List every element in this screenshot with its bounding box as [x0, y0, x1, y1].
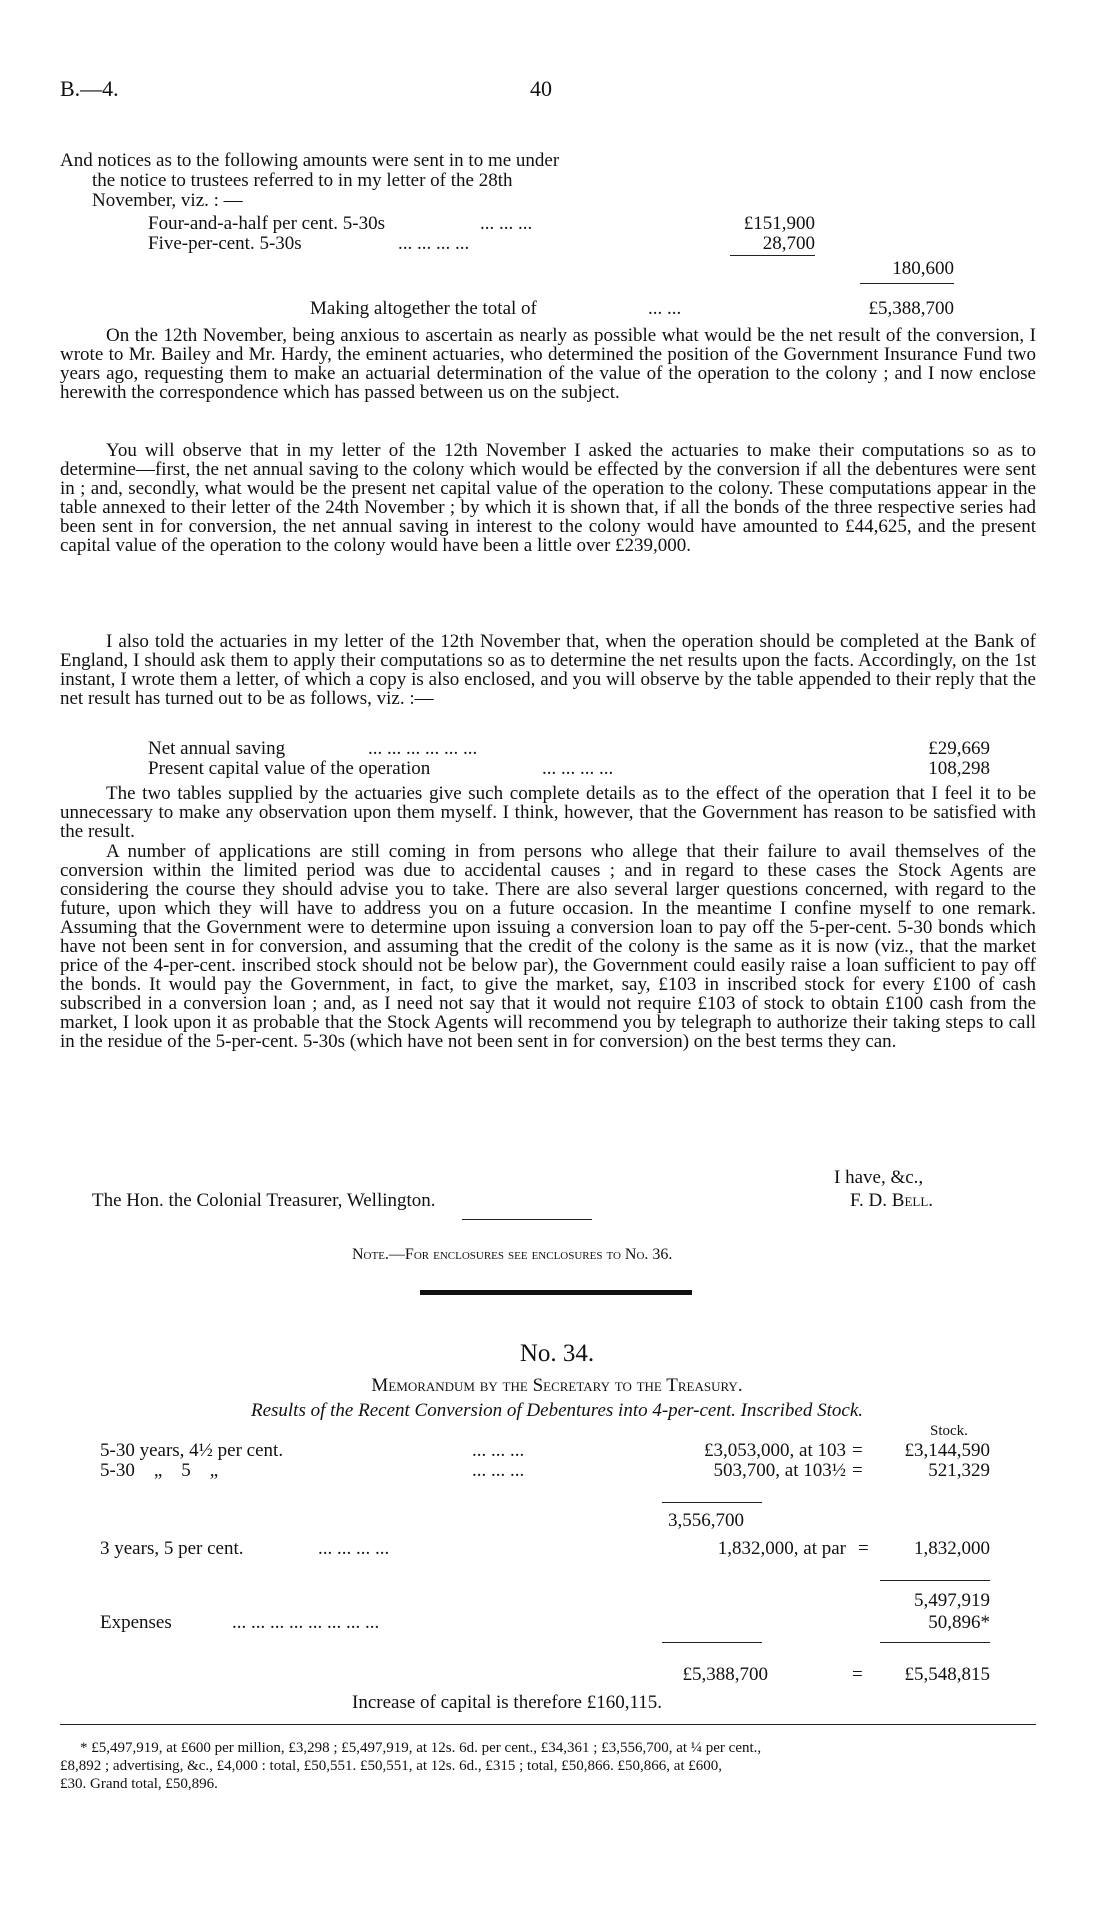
paragraph-actuaries-request: On the 12th November, being anxious to ascertain as nearly as possible what would be the net result of the conversion, I wrote to Mr. Bailey and Mr. Hardy, the eminent actuaries, who determined the position of the Government Insurance Fund two years ago, requesting them to make an actuarial determination of the value of the operation to the colony ; and I now enclose herewith the correspondence which has passed between us on the subject.	[60, 325, 1036, 403]
memo-row-stock: 521,329	[928, 1460, 990, 1481]
total-rule	[860, 283, 954, 284]
closing-addressee: The Hon. the Colonial Treasurer, Wellington.	[92, 1190, 436, 1211]
memo-row-equals: =	[852, 1664, 863, 1685]
memo-row-conversion: 503,700, at 103½	[713, 1460, 846, 1481]
memo-row-stock: £3,144,590	[904, 1440, 990, 1461]
notice-row-dots: ... ... ... ...	[398, 233, 470, 254]
notice-row-amount: £151,900	[743, 213, 815, 234]
memo-row-dots: ... ... ...	[472, 1460, 525, 1481]
memo-total-conversion: £5,388,700	[682, 1664, 768, 1685]
memo-subtotal-stock: 5,497,919	[914, 1590, 990, 1611]
memo-rule	[662, 1502, 762, 1503]
notices-subtotal: 180,600	[892, 258, 954, 279]
paragraph-net-result: I also told the actuaries in my letter of the 12th November that, when the operation should be completed at the Bank of England, I should ask them to apply their computations so as to determine the net results upon the facts. Accordingly, on the 1st instant, I wrote them a letter, of which a copy is also enclosed, and you will observe by the table appended to their reply that the net result has turned out to be as follows, viz. :—	[60, 631, 1036, 709]
memo-rule	[662, 1642, 762, 1643]
memo-row-conversion: 1,832,000, at par	[717, 1538, 846, 1559]
footnote-line-3: £30. Grand total, £50,896.	[60, 1776, 218, 1792]
memo-row-equals: =	[852, 1460, 863, 1481]
memo-row-dots: ... ... ... ...	[318, 1538, 390, 1559]
memo-subtitle: Results of the Recent Conversion of Debentures into 4-per-cent. Inscribed Stock.	[250, 1400, 864, 1421]
notice-row-label: Five-per-cent. 5-30s	[148, 233, 302, 254]
memo-row-conversion: £3,053,000, at 103	[704, 1440, 846, 1461]
total-dots: ... ...	[648, 298, 682, 319]
closing-salutation: I have, &c.,	[834, 1167, 924, 1188]
result-dots: ... ... ... ... ... ...	[368, 738, 478, 759]
memo-total-stock: £5,548,815	[904, 1664, 990, 1685]
section-separator	[420, 1290, 692, 1295]
memo-subtotal-conversion: 3,556,700	[668, 1510, 744, 1531]
document-code: B.—4.	[60, 76, 119, 101]
notice-row-amount: 28,700	[762, 233, 815, 254]
result-amount: 108,298	[928, 758, 990, 779]
memo-number: No. 34.	[519, 1340, 595, 1367]
notices-intro-line-1: And notices as to the following amounts were sent in to me under	[60, 150, 560, 171]
memo-row-stock: 1,832,000	[914, 1538, 990, 1559]
memo-title: Memorandum by the Secretary to the Treasury.	[371, 1375, 743, 1396]
footnote-rule	[60, 1724, 1036, 1725]
memo-row-stock: 50,896*	[928, 1612, 990, 1633]
total-label: Making altogether the total of	[310, 298, 537, 319]
subtotal-rule	[730, 255, 815, 256]
memo-row-equals: =	[858, 1538, 869, 1559]
result-label: Present capital value of the operation	[148, 758, 431, 779]
result-label: Net annual saving	[148, 738, 286, 759]
notice-row-dots: ... ... ...	[480, 213, 533, 234]
memo-row-equals: =	[852, 1440, 863, 1461]
notices-intro-line-3: November, viz. : —	[92, 190, 243, 211]
memo-rule	[880, 1642, 990, 1643]
notices-intro-line-2: the notice to trustees referred to in my letter of the 28th	[92, 170, 513, 191]
memo-row-label: 5-30 „ 5 „	[100, 1460, 219, 1481]
enclosures-note: Note.—For enclosures see enclosures to No. 36.	[352, 1246, 673, 1263]
paragraph-applications: A number of applications are still coming in from persons who allege that their failure to avail themselves of the conversion within the limited period was due to accidental causes ; and in regard to these cases the Stock Agents are considering the course they should advise you to take. There are also several larger questions concerned, with regard to the future, upon which they will have to address you on a future occasion. In the meantime I confine myself to one remark. Assuming that the Government were to determine upon issuing a conversion loan to pay off the 5-per-cent. 5-30 bonds which have not been sent in for conversion, and assuming that the credit of the colony is the same as it is now (viz., that the market price of the 4-per-cent. inscribed stock should not be below par), the Government could easily raise a loan sufficient to pay off the bonds. It would pay the Government, in fact, to give the market, say, £103 in inscribed stock for every £100 of cash subscribed in a conversion loan ; and, as I need not say that it would not require £103 of stock to obtain £100 cash from the market, I look upon it as probable that the Stock Agents will recommend you by telegraph to authorize their taking steps to call in the residue of the 5-per-cent. 5-30s (which have not been sent in for conversion) on the best terms they can.	[60, 841, 1036, 1052]
memo-increase: Increase of capital is therefore £160,115.	[352, 1692, 663, 1713]
footnote-line-1: * £5,497,919, at £600 per million, £3,298 ; £5,497,919, at 12s. 6d. per cent., £34,361 ; £3,556,700, at ¼ per cent.,	[80, 1740, 762, 1756]
memo-row-label: Expenses	[100, 1612, 172, 1633]
memo-row-label: 3 years, 5 per cent.	[100, 1538, 244, 1559]
memo-row-dots: ... ... ...	[472, 1440, 525, 1461]
result-amount: £29,669	[928, 738, 990, 759]
total-amount: £5,388,700	[868, 298, 954, 319]
paragraph-computations: You will observe that in my letter of the 12th November I asked the actuaries to make their computations so as to determine—first, the net annual saving to the colony which would be effected by the conversion if all the debentures were sent in ; and, secondly, what would be the present net capital value of the operation to the colony. These computations appear in the table annexed to their letter of the 24th November ; by which it is shown that, if all the bonds of the three respective series had been sent in for conversion, the net annual saving in interest to the colony would have amounted to £44,625, and the present capital value of the operation to the colony would have been a little over £239,000.	[60, 440, 1036, 556]
stock-column-header: Stock.	[930, 1423, 968, 1439]
memo-row-label: 5-30 years, 4½ per cent.	[100, 1440, 284, 1461]
page-number: 40	[530, 76, 552, 101]
paragraph-tables-supplied: The two tables supplied by the actuaries give such complete details as to the effect of the operation that I feel it to be unnecessary to make any observation upon them myself. I think, however, that the Government has reason to be satisfied with the result.	[60, 783, 1036, 842]
memo-rule	[880, 1580, 990, 1581]
signature-rule	[462, 1219, 592, 1220]
footnote-line-2: £8,892 ; advertising, &c., £4,000 : total, £50,551. £50,551, at 12s. 6d., £315 ; total, £50,866. £50,866, at £600,	[60, 1758, 723, 1774]
closing-signature: F. D. Bell.	[850, 1190, 934, 1211]
notice-row-label: Four-and-a-half per cent. 5-30s	[148, 213, 386, 234]
result-dots: ... ... ... ...	[542, 758, 614, 779]
memo-row-dots: ... ... ... ... ... ... ... ...	[232, 1612, 380, 1633]
